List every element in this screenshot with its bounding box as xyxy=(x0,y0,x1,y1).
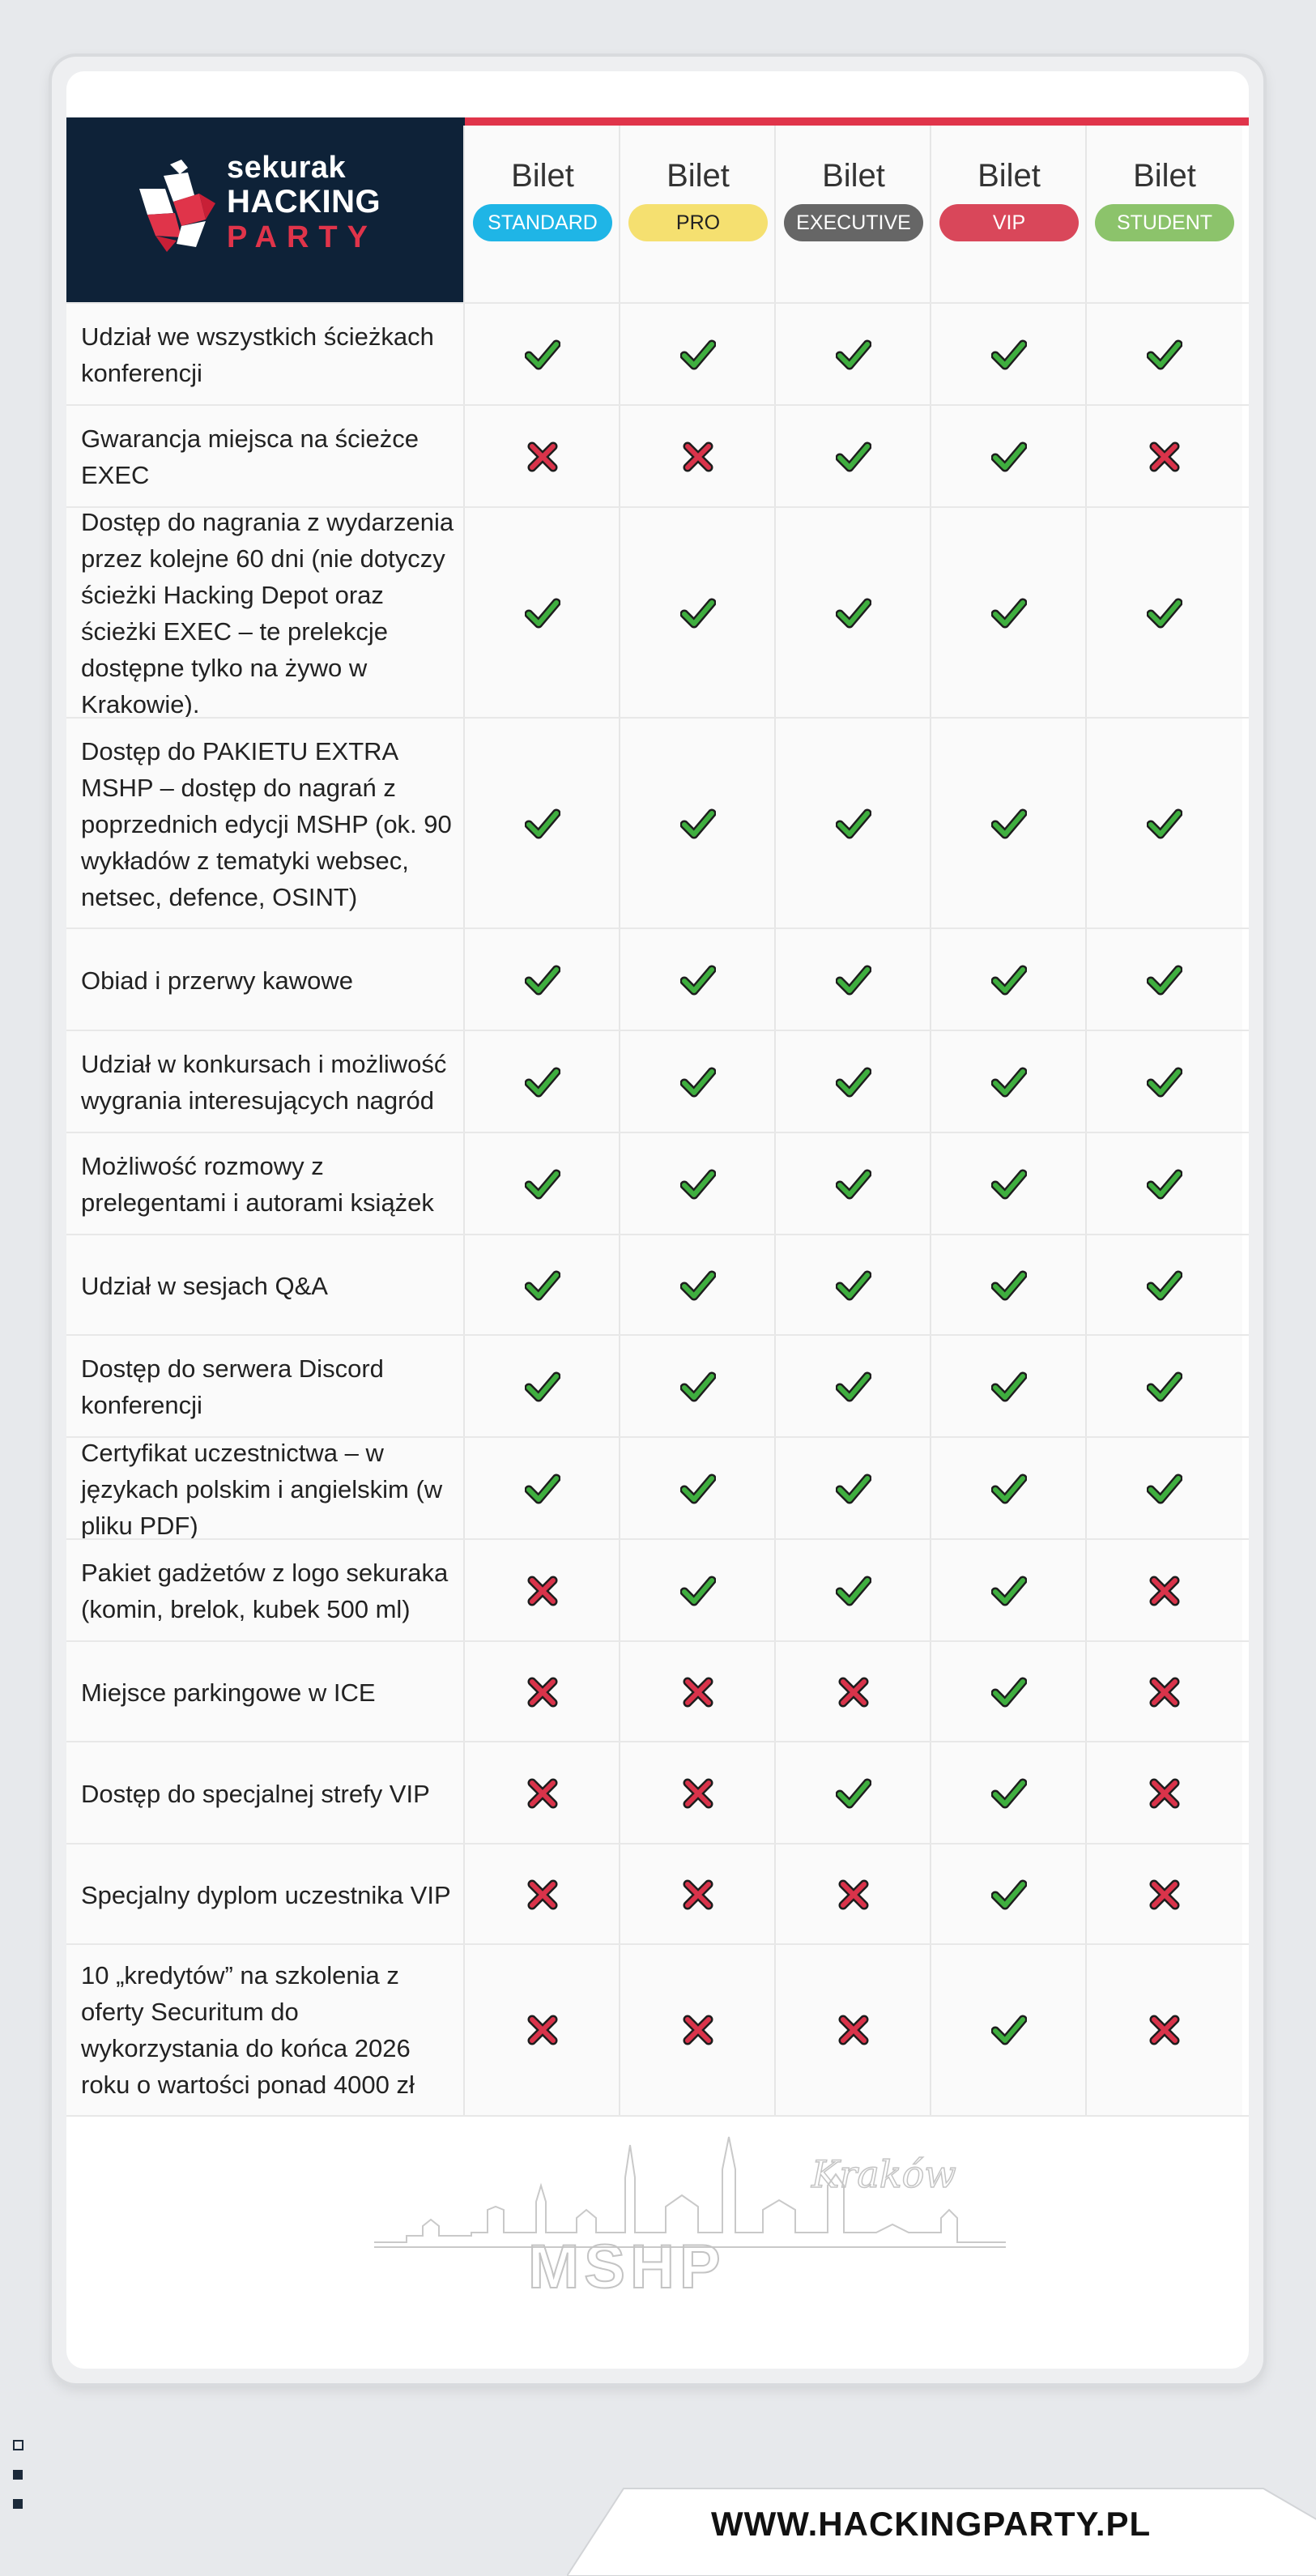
check-icon xyxy=(836,337,871,373)
check-icon xyxy=(991,806,1027,842)
feature-cell xyxy=(66,1540,465,1642)
tier-word: Bilet xyxy=(511,158,574,194)
availability-cell xyxy=(463,508,620,719)
check-icon xyxy=(991,1166,1027,1202)
feature-label: Możliwość rozmowy z prelegentami i autorami książek xyxy=(81,1152,434,1217)
availability-cell xyxy=(930,929,1087,1031)
feature-label: Dostęp do PAKIETU EXTRA MSHP – dostęp do nagrań z poprzednich edycji MSHP (ok. 90 wykładów z tematyki websec, netsec, defence, OSINT) xyxy=(81,736,452,911)
availability-cell xyxy=(930,1235,1087,1336)
check-icon xyxy=(991,1268,1027,1303)
feature-label: Specjalny dyplom uczestnika VIP xyxy=(81,1880,451,1909)
check-icon xyxy=(991,1573,1027,1609)
footer-url-link[interactable]: WWW.HACKINGPARTY.PL xyxy=(711,2505,1152,2543)
availability-cell xyxy=(1085,929,1242,1031)
availability-cell xyxy=(774,1540,931,1642)
comparison-table xyxy=(66,71,1249,2369)
feature-cell xyxy=(66,406,465,508)
check-icon xyxy=(525,595,560,631)
table-row xyxy=(66,1030,1249,1133)
availability-cell xyxy=(774,1438,931,1540)
availability-cell xyxy=(930,1945,1087,2115)
availability-cell xyxy=(1085,1540,1242,1642)
check-icon xyxy=(836,439,871,475)
availability-cell xyxy=(463,1845,620,1945)
logo-line-party: PARTY xyxy=(227,220,377,254)
cross-icon xyxy=(836,2012,871,2048)
availability-cell xyxy=(930,1438,1087,1540)
feature-label: Dostęp do nagrania z wydarzenia przez kolejne 60 dni (nie dotyczy ścieżki Hacking Depot oraz ścieżki EXEC – te prelekcje dostępne tylko na żywo w Krakowie). xyxy=(81,508,454,719)
feature-cell xyxy=(66,1133,465,1235)
dot-icon xyxy=(13,2499,23,2509)
availability-cell xyxy=(619,304,776,406)
feature-label: Udział w sesjach Q&A xyxy=(81,1271,328,1300)
comparison-card xyxy=(52,57,1263,2383)
feature-cell xyxy=(66,1438,465,1540)
check-icon xyxy=(991,1877,1027,1913)
check-icon xyxy=(680,1064,716,1100)
cross-icon xyxy=(680,1877,716,1913)
table-row xyxy=(66,1436,1249,1540)
availability-cell xyxy=(619,1540,776,1642)
availability-cell xyxy=(463,719,620,929)
availability-cell xyxy=(619,1845,776,1945)
cross-icon xyxy=(525,439,560,475)
table-row xyxy=(66,717,1249,929)
availability-cell xyxy=(1085,1235,1242,1336)
availability-cell xyxy=(619,406,776,508)
check-icon xyxy=(991,595,1027,631)
check-icon xyxy=(836,806,871,842)
availability-cell xyxy=(463,1031,620,1133)
check-icon xyxy=(836,595,871,631)
feature-cell xyxy=(66,1336,465,1438)
check-icon xyxy=(836,1268,871,1303)
table-row xyxy=(66,404,1249,508)
table-row xyxy=(66,1234,1249,1336)
check-icon xyxy=(680,1471,716,1507)
table-row xyxy=(66,1943,1249,2117)
check-icon xyxy=(1147,337,1182,373)
cross-icon xyxy=(680,439,716,475)
availability-cell xyxy=(463,406,620,508)
availability-cell xyxy=(463,1945,620,2115)
check-icon xyxy=(1147,806,1182,842)
dot-icon xyxy=(13,2470,23,2480)
feature-label: Certyfikat uczestnictwa – w językach polskim i angielskim (w pliku PDF) xyxy=(81,1438,443,1540)
availability-cell xyxy=(1085,719,1242,929)
table-row xyxy=(66,1843,1249,1945)
check-icon xyxy=(991,439,1027,475)
check-icon xyxy=(836,962,871,998)
check-icon xyxy=(525,1471,560,1507)
availability-cell xyxy=(619,1945,776,2115)
table-row xyxy=(66,506,1249,719)
check-icon xyxy=(525,806,560,842)
check-icon xyxy=(525,1369,560,1405)
logo-line-hacking: HACKING xyxy=(227,184,381,220)
availability-cell xyxy=(619,1235,776,1336)
tier-badge-vip: VIP xyxy=(939,204,1079,241)
availability-cell xyxy=(463,1642,620,1742)
cross-icon xyxy=(525,1877,560,1913)
check-icon xyxy=(680,595,716,631)
skyline-mshp-text: MSHP xyxy=(528,2233,726,2291)
table-row xyxy=(66,1132,1249,1235)
availability-cell xyxy=(463,929,620,1031)
cross-icon xyxy=(525,1674,560,1710)
check-icon xyxy=(991,337,1027,373)
cross-icon xyxy=(1147,1674,1182,1710)
availability-cell xyxy=(774,1945,931,2115)
availability-cell xyxy=(619,1642,776,1742)
tier-badge-executive: EXECUTIVE xyxy=(784,204,923,241)
tier-header-vip xyxy=(930,126,1087,302)
availability-cell xyxy=(463,1336,620,1438)
availability-cell xyxy=(774,1742,931,1845)
check-icon xyxy=(1147,1268,1182,1303)
availability-cell xyxy=(1085,1336,1242,1438)
feature-cell xyxy=(66,1742,465,1845)
availability-cell xyxy=(774,406,931,508)
availability-cell xyxy=(619,1438,776,1540)
feature-cell xyxy=(66,1235,465,1336)
availability-cell xyxy=(774,1235,931,1336)
cross-icon xyxy=(680,2012,716,2048)
cross-icon xyxy=(836,1674,871,1710)
table-row xyxy=(66,928,1249,1031)
availability-cell xyxy=(1085,1133,1242,1235)
availability-cell xyxy=(463,1540,620,1642)
check-icon xyxy=(991,962,1027,998)
availability-cell xyxy=(774,1031,931,1133)
cross-icon xyxy=(1147,1877,1182,1913)
feature-cell xyxy=(66,1845,465,1945)
check-icon xyxy=(525,962,560,998)
check-icon xyxy=(991,1064,1027,1100)
feature-label: Obiad i przerwy kawowe xyxy=(81,966,353,995)
check-icon xyxy=(680,337,716,373)
cross-icon xyxy=(525,1776,560,1811)
check-icon xyxy=(680,1369,716,1405)
tier-badge-pro: PRO xyxy=(628,204,768,241)
cross-icon xyxy=(680,1674,716,1710)
availability-cell xyxy=(930,304,1087,406)
rooster-logo-icon xyxy=(131,156,220,254)
availability-cell xyxy=(774,1845,931,1945)
availability-cell xyxy=(930,1742,1087,1845)
availability-cell xyxy=(463,1438,620,1540)
check-icon xyxy=(525,337,560,373)
tier-header-pro xyxy=(619,126,776,302)
check-icon xyxy=(680,962,716,998)
krakow-skyline-watermark xyxy=(374,2129,1006,2291)
cross-icon xyxy=(1147,2012,1182,2048)
feature-label: Dostęp do specjalnej strefy VIP xyxy=(81,1779,430,1808)
check-icon xyxy=(1147,1471,1182,1507)
availability-cell xyxy=(463,1742,620,1845)
check-icon xyxy=(680,806,716,842)
availability-cell xyxy=(930,1540,1087,1642)
availability-cell xyxy=(619,1336,776,1438)
feature-cell xyxy=(66,1945,465,2115)
check-icon xyxy=(836,1064,871,1100)
availability-cell xyxy=(930,508,1087,719)
availability-cell xyxy=(1085,1642,1242,1742)
check-icon xyxy=(836,1573,871,1609)
tier-word: Bilet xyxy=(667,158,730,194)
availability-cell xyxy=(619,929,776,1031)
feature-cell xyxy=(66,304,465,406)
tier-header-executive xyxy=(774,126,931,302)
tier-header-standard xyxy=(463,126,620,302)
check-icon xyxy=(991,1674,1027,1710)
tier-header-student xyxy=(1085,126,1242,302)
table-row xyxy=(66,302,1249,406)
decorative-dots xyxy=(13,2440,23,2528)
tier-badge-student: STUDENT xyxy=(1095,204,1234,241)
check-icon xyxy=(525,1268,560,1303)
check-icon xyxy=(1147,595,1182,631)
availability-cell xyxy=(463,304,620,406)
table-row xyxy=(66,1538,1249,1642)
feature-label: Pakiet gadżetów z logo sekuraka (komin, brelok, kubek 500 ml) xyxy=(81,1559,449,1623)
check-icon xyxy=(525,1166,560,1202)
availability-cell xyxy=(930,1642,1087,1742)
check-icon xyxy=(836,1471,871,1507)
availability-cell xyxy=(1085,1742,1242,1845)
feature-label: 10 „kredytów” na szkolenia z oferty Securitum do wykorzystania do końca 2026 roku o wartości ponad 4000 zł xyxy=(81,1961,415,2099)
table-row xyxy=(66,1741,1249,1845)
accent-bar xyxy=(420,117,1249,126)
availability-cell xyxy=(774,1336,931,1438)
availability-cell xyxy=(930,406,1087,508)
availability-cell xyxy=(930,719,1087,929)
check-icon xyxy=(991,1776,1027,1811)
check-icon xyxy=(836,1369,871,1405)
availability-cell xyxy=(774,1133,931,1235)
cross-icon xyxy=(1147,1573,1182,1609)
availability-cell xyxy=(1085,508,1242,719)
check-icon xyxy=(836,1776,871,1811)
check-icon xyxy=(1147,1369,1182,1405)
cross-icon xyxy=(1147,439,1182,475)
feature-cell xyxy=(66,508,465,719)
tier-badge-standard: STANDARD xyxy=(473,204,612,241)
feature-label: Dostęp do serwera Discord konferencji xyxy=(81,1354,384,1419)
check-icon xyxy=(680,1166,716,1202)
feature-cell xyxy=(66,929,465,1031)
feature-label: Miejsce parkingowe w ICE xyxy=(81,1678,376,1707)
check-icon xyxy=(680,1268,716,1303)
check-icon xyxy=(991,1471,1027,1507)
logo-wordmark xyxy=(227,151,429,255)
logo-line-sekurak: sekurak xyxy=(227,151,347,185)
check-icon xyxy=(991,2012,1027,2048)
logo-panel xyxy=(66,117,465,302)
check-icon xyxy=(1147,1166,1182,1202)
availability-cell xyxy=(774,508,931,719)
availability-cell xyxy=(463,1235,620,1336)
tier-word: Bilet xyxy=(822,158,885,194)
tier-word: Bilet xyxy=(977,158,1041,194)
dot-icon xyxy=(13,2440,23,2450)
cross-icon xyxy=(836,1877,871,1913)
cross-icon xyxy=(1147,1776,1182,1811)
availability-cell xyxy=(1085,406,1242,508)
feature-label: Udział we wszystkich ścieżkach konferencji xyxy=(81,322,434,387)
cross-icon xyxy=(525,2012,560,2048)
availability-cell xyxy=(619,719,776,929)
feature-cell xyxy=(66,1642,465,1742)
availability-cell xyxy=(1085,304,1242,406)
check-icon xyxy=(991,1369,1027,1405)
availability-cell xyxy=(930,1133,1087,1235)
feature-label: Udział w konkursach i możliwość wygrania interesujących nagród xyxy=(81,1050,447,1115)
cross-icon xyxy=(525,1573,560,1609)
check-icon xyxy=(525,1064,560,1100)
table-row xyxy=(66,1334,1249,1438)
check-icon xyxy=(836,1166,871,1202)
availability-cell xyxy=(930,1336,1087,1438)
feature-label: Gwarancja miejsca na ścieżce EXEC xyxy=(81,424,419,489)
availability-cell xyxy=(1085,1031,1242,1133)
availability-cell xyxy=(930,1031,1087,1133)
feature-cell xyxy=(66,1031,465,1133)
availability-cell xyxy=(1085,1845,1242,1945)
availability-cell xyxy=(1085,1438,1242,1540)
availability-cell xyxy=(774,304,931,406)
check-icon xyxy=(1147,1064,1182,1100)
availability-cell xyxy=(619,508,776,719)
availability-cell xyxy=(619,1031,776,1133)
availability-cell xyxy=(930,1845,1087,1945)
availability-cell xyxy=(774,719,931,929)
availability-cell xyxy=(619,1742,776,1845)
cross-icon xyxy=(680,1776,716,1811)
check-icon xyxy=(1147,962,1182,998)
availability-cell xyxy=(619,1133,776,1235)
feature-cell xyxy=(66,719,465,929)
availability-cell xyxy=(1085,1945,1242,2115)
availability-cell xyxy=(463,1133,620,1235)
tier-word: Bilet xyxy=(1133,158,1196,194)
availability-cell xyxy=(774,929,931,1031)
availability-cell xyxy=(774,1642,931,1742)
table-row xyxy=(66,1640,1249,1742)
check-icon xyxy=(680,1573,716,1609)
skyline-city-text: Kraków xyxy=(811,2152,956,2196)
